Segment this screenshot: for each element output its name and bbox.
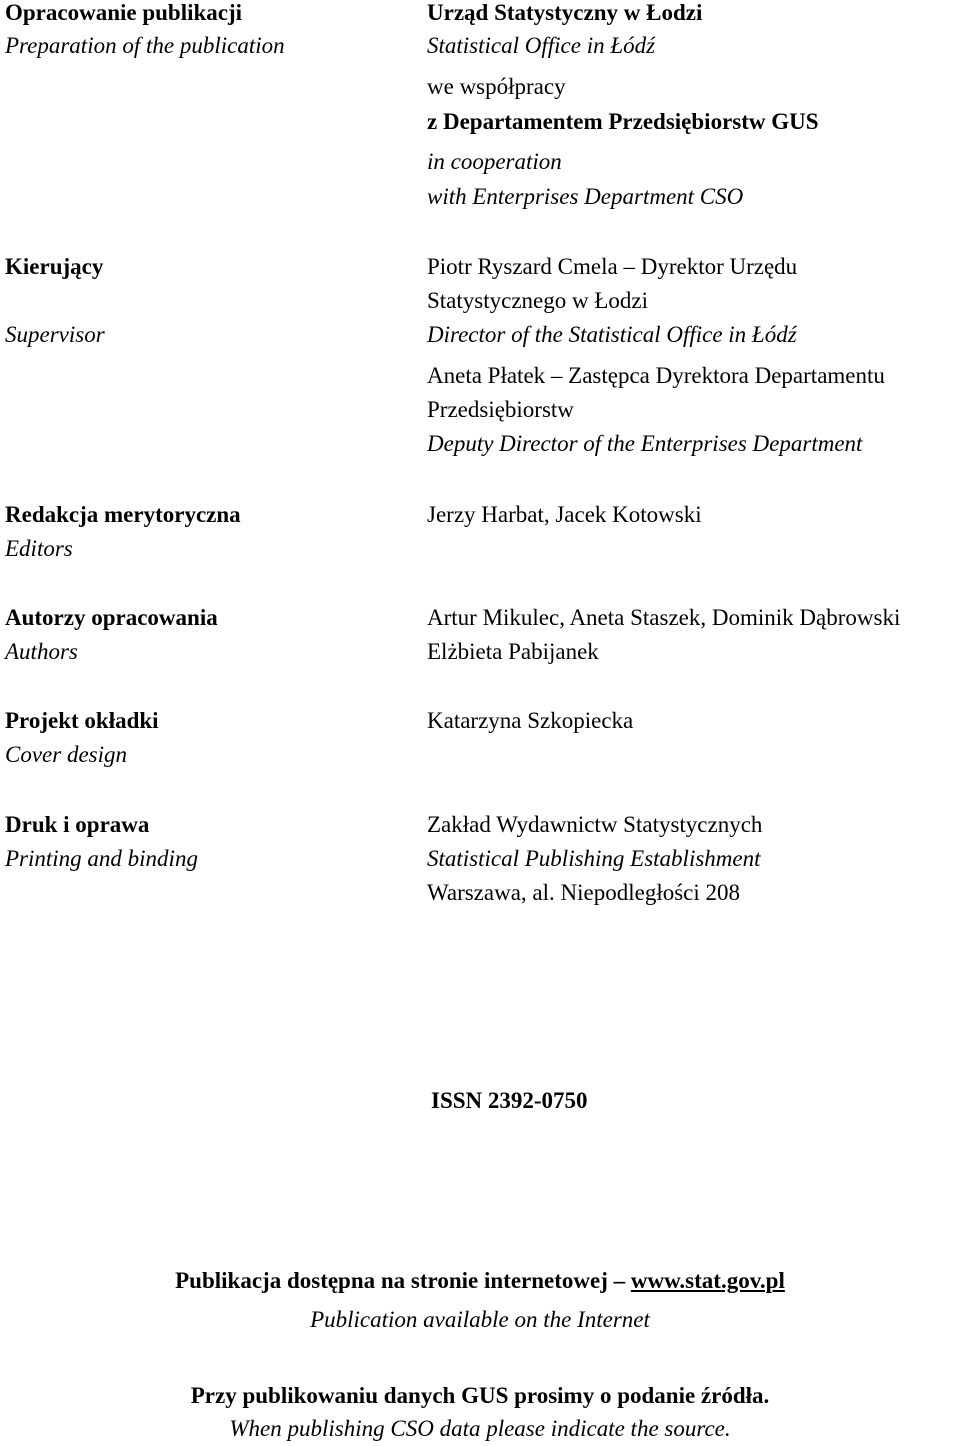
editors-label-pl: Redakcja merytoryczna	[5, 502, 241, 527]
supervisor-1-line1: Piotr Ryszard Cmela – Dyrektor Urzędu	[427, 254, 798, 279]
website-link[interactable]: www.stat.gov.pl	[630, 1268, 785, 1293]
cooperation-department-en: with Enterprises Department CSO	[427, 184, 744, 209]
supervisor-1-en: Director of the Statistical Office in Łódź	[427, 322, 797, 347]
authors-label-en: Authors	[5, 639, 78, 664]
online-notice-pl	[0, 1264, 960, 1298]
cooperation-pl: we współpracy	[427, 74, 566, 99]
online-notice-en: Publication available on the Internet	[310, 1307, 650, 1332]
citation-notice-pl: Przy publikowaniu danych GUS prosimy o podanie źródła.	[190, 1383, 770, 1408]
supervisor-2-line1: Aneta Płatek – Zastępca Dyrektora Departamentu	[427, 363, 885, 388]
printing-address: Warszawa, al. Niepodległości 208	[427, 880, 741, 905]
issn: ISSN 2392-0750	[431, 1088, 588, 1113]
cover-value: Katarzyna Szkopiecka	[427, 708, 634, 733]
online-notice-text: Publikacja dostępna na stronie internetowej –	[175, 1268, 626, 1293]
cooperation-department-pl: z Departamentem Przedsiębiorstw GUS	[427, 109, 819, 134]
cooperation-en: in cooperation	[427, 149, 562, 174]
authors-value-line1: Artur Mikulec, Aneta Staszek, Dominik Dąbrowski	[427, 605, 901, 630]
preparation-label-pl: Opracowanie publikacji	[5, 0, 243, 25]
cover-label-en: Cover design	[5, 742, 128, 767]
supervisor-2-en: Deputy Director of the Enterprises Department	[427, 431, 863, 456]
cover-label-pl: Projekt okładki	[5, 708, 159, 733]
printing-value-pl: Zakład Wydawnictw Statystycznych	[427, 812, 763, 837]
preparation-label-en: Preparation of the publication	[5, 33, 285, 58]
printing-label-en: Printing and binding	[5, 846, 198, 871]
preparation-value-en: Statistical Office in Łódź	[427, 33, 656, 58]
supervisor-1-line2: Statystycznego w Łodzi	[427, 288, 649, 313]
authors-label-pl: Autorzy opracowania	[5, 605, 218, 630]
printing-label-pl: Druk i oprawa	[5, 812, 150, 837]
authors-value-line2: Elżbieta Pabijanek	[427, 639, 599, 664]
editors-value: Jerzy Harbat, Jacek Kotowski	[427, 502, 702, 527]
editors-label-en: Editors	[5, 536, 73, 561]
citation-notice-en: When publishing CSO data please indicate the source.	[229, 1416, 731, 1441]
preparation-value-pl: Urząd Statystyczny w Łodzi	[427, 0, 703, 25]
supervisor-2-line2: Przedsiębiorstw	[427, 397, 574, 422]
printing-value-en: Statistical Publishing Establishment	[427, 846, 761, 871]
supervisor-label-pl: Kierujący	[5, 254, 104, 279]
supervisor-label-en: Supervisor	[5, 322, 105, 347]
